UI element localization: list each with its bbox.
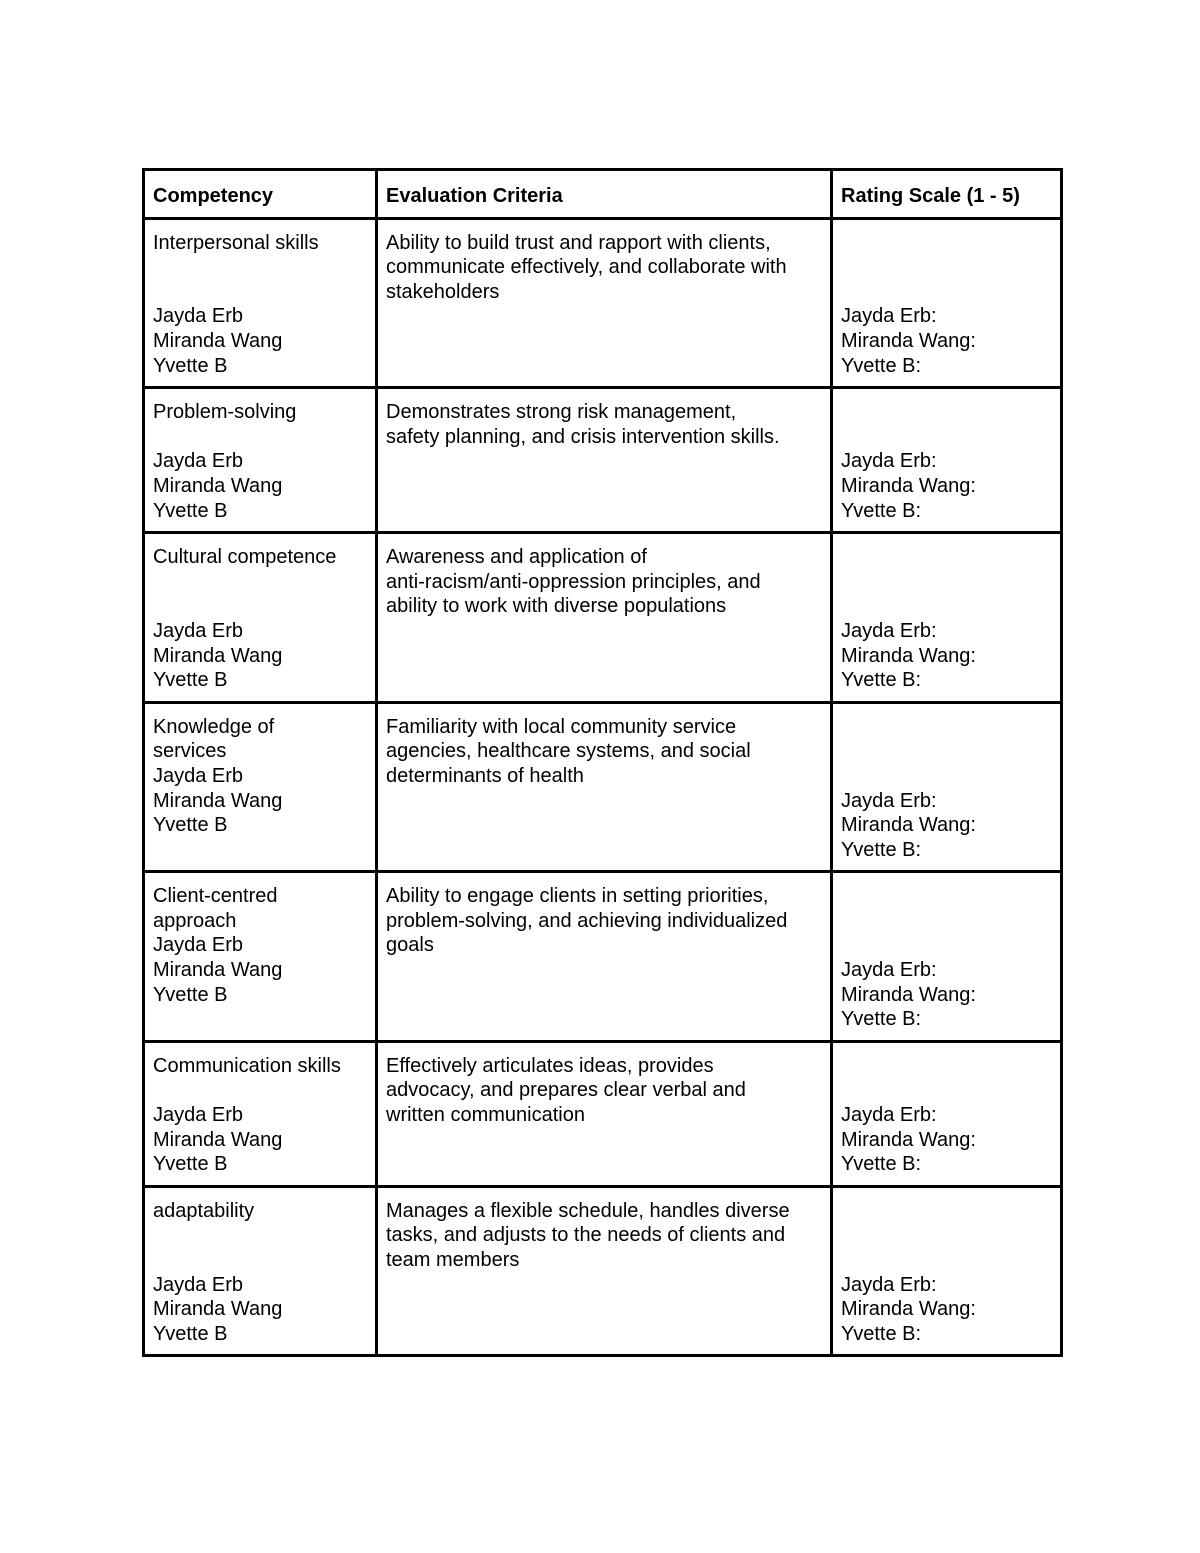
evaluator-name: Miranda Wang — [153, 474, 283, 497]
rating-entry: Miranda Wang: — [841, 1298, 976, 1321]
competency-name: Cultural competence — [153, 546, 337, 569]
spacer — [153, 425, 367, 450]
spacer — [841, 545, 1052, 619]
evaluator-name: Yvette B — [153, 1153, 228, 1176]
header-competency: Competency — [144, 170, 377, 219]
evaluation-criteria-cell — [377, 533, 832, 703]
criteria-text-line: stakeholders — [386, 280, 500, 303]
header-rating-scale: Rating Scale (1 - 5) — [832, 170, 1062, 219]
rating-scale-cell — [832, 533, 1062, 703]
competency-name: Communication skills — [153, 1054, 341, 1077]
rating-entry: Jayda Erb: — [841, 1273, 937, 1296]
evaluator-name: Yvette B — [153, 814, 228, 837]
competency-cell — [144, 388, 377, 533]
evaluator-name: Miranda Wang — [153, 959, 283, 982]
evaluator-name: Jayda Erb — [153, 934, 244, 957]
rating-entry: Yvette B: — [841, 354, 922, 377]
evaluator-name: Miranda Wang — [153, 644, 283, 667]
evaluation-criteria-cell — [377, 218, 832, 388]
evaluation-criteria-cell — [377, 872, 832, 1042]
rating-entry: Jayda Erb: — [841, 1104, 937, 1127]
criteria-text-line: Familiarity with local community service — [386, 715, 737, 738]
competency-cell — [144, 1041, 377, 1186]
table-row — [144, 702, 1062, 872]
evaluator-name: Jayda Erb — [153, 450, 244, 473]
evaluator-name: Miranda Wang — [153, 329, 283, 352]
evaluator-name: Jayda Erb — [153, 619, 244, 642]
rating-entry: Jayda Erb: — [841, 305, 937, 328]
criteria-text-line: Awareness and application of — [386, 546, 647, 569]
competency-cell — [144, 1186, 377, 1356]
criteria-text-line: Ability to build trust and rapport with clients, — [386, 231, 771, 254]
rating-entry: Yvette B: — [841, 669, 922, 692]
rating-entry: Miranda Wang: — [841, 329, 976, 352]
criteria-text-line: Manages a flexible schedule, handles diverse — [386, 1199, 790, 1222]
rating-scale-cell — [832, 1041, 1062, 1186]
competency-cell — [144, 872, 377, 1042]
competency-name: Problem-solving — [153, 401, 297, 424]
spacer — [153, 255, 367, 304]
evaluation-criteria-cell — [377, 1186, 832, 1356]
table-body — [144, 218, 1062, 1356]
spacer — [841, 715, 1052, 789]
competency-cell — [144, 218, 377, 388]
rating-entry: Yvette B: — [841, 1153, 922, 1176]
rating-entry: Miranda Wang: — [841, 474, 976, 497]
evaluation-criteria-cell — [377, 702, 832, 872]
criteria-text-line: Ability to engage clients in setting priorities, — [386, 885, 769, 908]
table-row — [144, 533, 1062, 703]
rating-entry: Miranda Wang: — [841, 983, 976, 1006]
competency-name: Client-centred — [153, 885, 278, 908]
spacer — [841, 400, 1052, 449]
rating-entry: Miranda Wang: — [841, 814, 976, 837]
competency-cell — [144, 533, 377, 703]
spacer — [153, 1078, 367, 1103]
table-row — [144, 872, 1062, 1042]
evaluator-name: Miranda Wang — [153, 1298, 283, 1321]
rating-scale-cell — [832, 388, 1062, 533]
evaluator-name: Miranda Wang — [153, 789, 283, 812]
competency-name: adaptability — [153, 1199, 255, 1222]
header-row — [144, 170, 1062, 219]
criteria-text-line: ability to work with diverse populations — [386, 595, 727, 618]
criteria-text-line: safety planning, and crisis intervention skills. — [386, 425, 780, 448]
competency-name: approach — [153, 909, 237, 932]
evaluator-name: Jayda Erb — [153, 305, 244, 328]
criteria-text-line: communicate effectively, and collaborate with — [386, 256, 787, 279]
competency-evaluation-table — [142, 168, 1063, 1357]
rating-entry: Miranda Wang: — [841, 1128, 976, 1151]
criteria-text-line: anti-racism/anti-oppression principles, and — [386, 570, 761, 593]
table-row — [144, 218, 1062, 388]
rating-entry: Jayda Erb: — [841, 450, 937, 473]
spacer — [841, 231, 1052, 305]
rating-entry: Miranda Wang: — [841, 644, 976, 667]
spacer — [841, 884, 1052, 958]
spacer — [841, 1054, 1052, 1103]
evaluator-name: Miranda Wang — [153, 1128, 283, 1151]
rating-entry: Yvette B: — [841, 838, 922, 861]
criteria-text-line: written communication — [386, 1104, 585, 1127]
rating-entry: Jayda Erb: — [841, 789, 937, 812]
rating-entry: Yvette B: — [841, 499, 922, 522]
evaluation-criteria-cell — [377, 388, 832, 533]
criteria-text-line: team members — [386, 1249, 520, 1272]
criteria-text-line: Demonstrates strong risk management, — [386, 401, 737, 424]
table-header — [144, 170, 1062, 219]
competency-name: Knowledge of — [153, 715, 275, 738]
criteria-text-line: Effectively articulates ideas, provides — [386, 1054, 714, 1077]
evaluator-name: Yvette B — [153, 1322, 228, 1345]
evaluator-name: Yvette B — [153, 983, 228, 1006]
competency-cell — [144, 702, 377, 872]
evaluator-name: Yvette B — [153, 354, 228, 377]
evaluator-name: Jayda Erb — [153, 1104, 244, 1127]
criteria-text-line: problem-solving, and achieving individualized — [386, 909, 788, 932]
rating-entry: Yvette B: — [841, 1322, 922, 1345]
criteria-text-line: goals — [386, 934, 434, 957]
spacer — [153, 570, 367, 619]
evaluator-name: Jayda Erb — [153, 1273, 244, 1296]
rating-scale-cell — [832, 218, 1062, 388]
competency-name: Interpersonal skills — [153, 231, 319, 254]
table-row — [144, 1186, 1062, 1356]
rating-entry: Yvette B: — [841, 1008, 922, 1031]
evaluator-name: Jayda Erb — [153, 764, 244, 787]
rating-entry: Jayda Erb: — [841, 619, 937, 642]
criteria-text-line: tasks, and adjusts to the needs of clients and — [386, 1224, 786, 1247]
competency-name: services — [153, 740, 227, 763]
rating-scale-cell — [832, 1186, 1062, 1356]
table-row — [144, 1041, 1062, 1186]
rating-scale-cell — [832, 872, 1062, 1042]
evaluator-name: Yvette B — [153, 499, 228, 522]
criteria-text-line: determinants of health — [386, 764, 584, 787]
table-row — [144, 388, 1062, 533]
evaluation-criteria-cell — [377, 1041, 832, 1186]
rating-scale-cell — [832, 702, 1062, 872]
criteria-text-line: agencies, healthcare systems, and social — [386, 740, 751, 763]
rating-entry: Jayda Erb: — [841, 959, 937, 982]
evaluator-name: Yvette B — [153, 669, 228, 692]
spacer — [153, 1223, 367, 1272]
criteria-text-line: advocacy, and prepares clear verbal and — [386, 1079, 746, 1102]
spacer — [841, 1199, 1052, 1273]
header-evaluation-criteria: Evaluation Criteria — [377, 170, 832, 219]
